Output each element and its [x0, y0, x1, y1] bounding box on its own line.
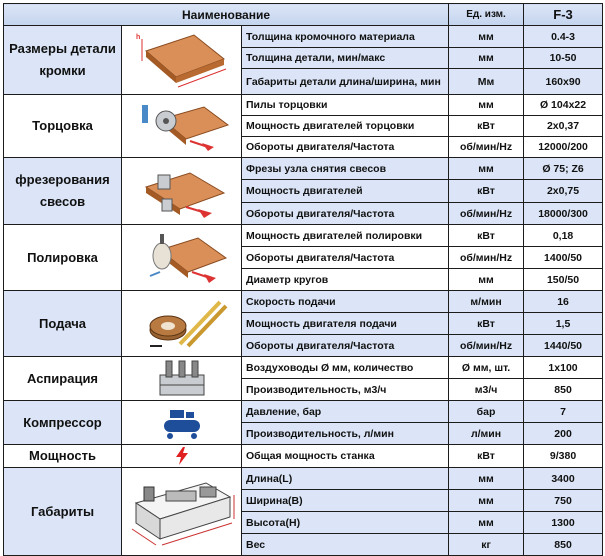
header-name: Наименование	[4, 4, 449, 26]
table-row	[4, 401, 603, 423]
table-row	[4, 291, 603, 313]
group-title-polishing: Полировка	[4, 225, 122, 291]
row-value: 2х0,37	[524, 116, 603, 137]
group-title-feed: Подача	[4, 291, 122, 357]
row-param: Обороты двигателя/Частота	[242, 335, 449, 357]
row-value: 160х90	[524, 69, 603, 95]
table-row	[4, 225, 603, 247]
row-value: 7	[524, 401, 603, 423]
table-row	[4, 95, 603, 116]
table-row	[4, 158, 603, 180]
row-unit: бар	[449, 401, 524, 423]
row-value: 16	[524, 291, 603, 313]
row-param: Длина(L)	[242, 468, 449, 490]
row-unit: кВт	[449, 116, 524, 137]
table-row	[4, 468, 603, 490]
row-unit: об/мин/Hz	[449, 247, 524, 269]
row-unit: Ø мм, шт.	[449, 357, 524, 379]
feed-edge-roll-icon	[122, 291, 242, 357]
row-value: Ø 75; Z6	[524, 158, 603, 180]
row-param: Толщина кромочного материала	[242, 26, 449, 48]
row-param: Мощность двигателей торцовки	[242, 116, 449, 137]
row-value: 12000/200	[524, 137, 603, 158]
row-value: 18000/300	[524, 203, 603, 225]
row-param: Воздуховоды Ø мм, количество	[242, 357, 449, 379]
row-value: 9/380	[524, 445, 603, 468]
row-unit: кВт	[449, 180, 524, 203]
row-value: Ø 104х22	[524, 95, 603, 116]
row-param: Скорость подачи	[242, 291, 449, 313]
row-unit: мм	[449, 26, 524, 48]
row-value: 850	[524, 534, 603, 556]
row-unit: мм	[449, 95, 524, 116]
row-unit: м3/ч	[449, 379, 524, 401]
row-param: Вес	[242, 534, 449, 556]
row-unit: мм	[449, 490, 524, 512]
header-model: F-3	[524, 4, 603, 26]
row-param: Общая мощность станка	[242, 445, 449, 468]
edgebander-machine-icon	[122, 468, 242, 556]
row-unit: мм	[449, 468, 524, 490]
row-param: Высота(H)	[242, 512, 449, 534]
row-value: 1,5	[524, 313, 603, 335]
row-unit: кВт	[449, 445, 524, 468]
row-param: Толщина детали, мин/макс	[242, 48, 449, 69]
row-param: Производительность, м3/ч	[242, 379, 449, 401]
row-value: 200	[524, 423, 603, 445]
row-value: 0,18	[524, 225, 603, 247]
row-unit: кг	[449, 534, 524, 556]
group-title-aspiration: Аспирация	[4, 357, 122, 401]
row-param: Габариты детали длина/ширина, мин	[242, 69, 449, 95]
row-value: 750	[524, 490, 603, 512]
row-unit: об/мин/Hz	[449, 203, 524, 225]
row-param: Обороты двигателя/Частота	[242, 137, 449, 158]
header-unit: Ед. изм.	[449, 4, 524, 26]
row-value: 850	[524, 379, 603, 401]
row-unit: мм	[449, 158, 524, 180]
row-unit: об/мин/Hz	[449, 137, 524, 158]
row-unit: мм	[449, 269, 524, 291]
row-unit: л/мин	[449, 423, 524, 445]
group-title-milling: фрезерования свесов	[4, 158, 122, 225]
row-value: 150/50	[524, 269, 603, 291]
spec-table	[3, 3, 603, 556]
row-value: 10-50	[524, 48, 603, 69]
row-unit: мм	[449, 512, 524, 534]
row-param: Мощность двигателей полировки	[242, 225, 449, 247]
group-title-compressor: Компрессор	[4, 401, 122, 445]
group-title-power: Мощность	[4, 445, 122, 468]
group-title-trimming: Торцовка	[4, 95, 122, 158]
row-unit: кВт	[449, 313, 524, 335]
row-unit: кВт	[449, 225, 524, 247]
compressor-icon	[122, 401, 242, 445]
row-value: 1400/50	[524, 247, 603, 269]
row-param: Ширина(B)	[242, 490, 449, 512]
row-value: 1440/50	[524, 335, 603, 357]
row-param: Мощность двигателей	[242, 180, 449, 203]
row-value: 1300	[524, 512, 603, 534]
row-unit: Мм	[449, 69, 524, 95]
edge-panel-dimension-icon	[122, 26, 242, 95]
row-param: Диаметр кругов	[242, 269, 449, 291]
lightning-icon	[122, 445, 242, 468]
row-unit: м/мин	[449, 291, 524, 313]
group-title-dimensions: Размеры детали кромки	[4, 26, 122, 95]
table-row	[4, 357, 603, 379]
svg-text:h: h	[135, 34, 140, 41]
group-title-dimensions-overall: Габариты	[4, 468, 122, 556]
row-param: Фрезы узла снятия свесов	[242, 158, 449, 180]
row-param: Мощность двигателя подачи	[242, 313, 449, 335]
table-row	[4, 445, 603, 468]
row-value: 0.4-3	[524, 26, 603, 48]
row-unit: мм	[449, 48, 524, 69]
row-value: 2х0,75	[524, 180, 603, 203]
overhang-milling-icon	[122, 158, 242, 225]
row-param: Обороты двигателя/Частота	[242, 203, 449, 225]
row-param: Обороты двигателя/Частота	[242, 247, 449, 269]
row-param: Давление, бар	[242, 401, 449, 423]
row-value: 3400	[524, 468, 603, 490]
row-param: Производительность, л/мин	[242, 423, 449, 445]
row-param: Пилы торцовки	[242, 95, 449, 116]
table-row	[4, 26, 603, 48]
row-unit: об/мин/Hz	[449, 335, 524, 357]
header-row	[4, 4, 603, 26]
polishing-wheel-icon	[122, 225, 242, 291]
row-value: 1х100	[524, 357, 603, 379]
end-trimming-saw-icon	[122, 95, 242, 158]
aspiration-ducts-icon	[122, 357, 242, 401]
